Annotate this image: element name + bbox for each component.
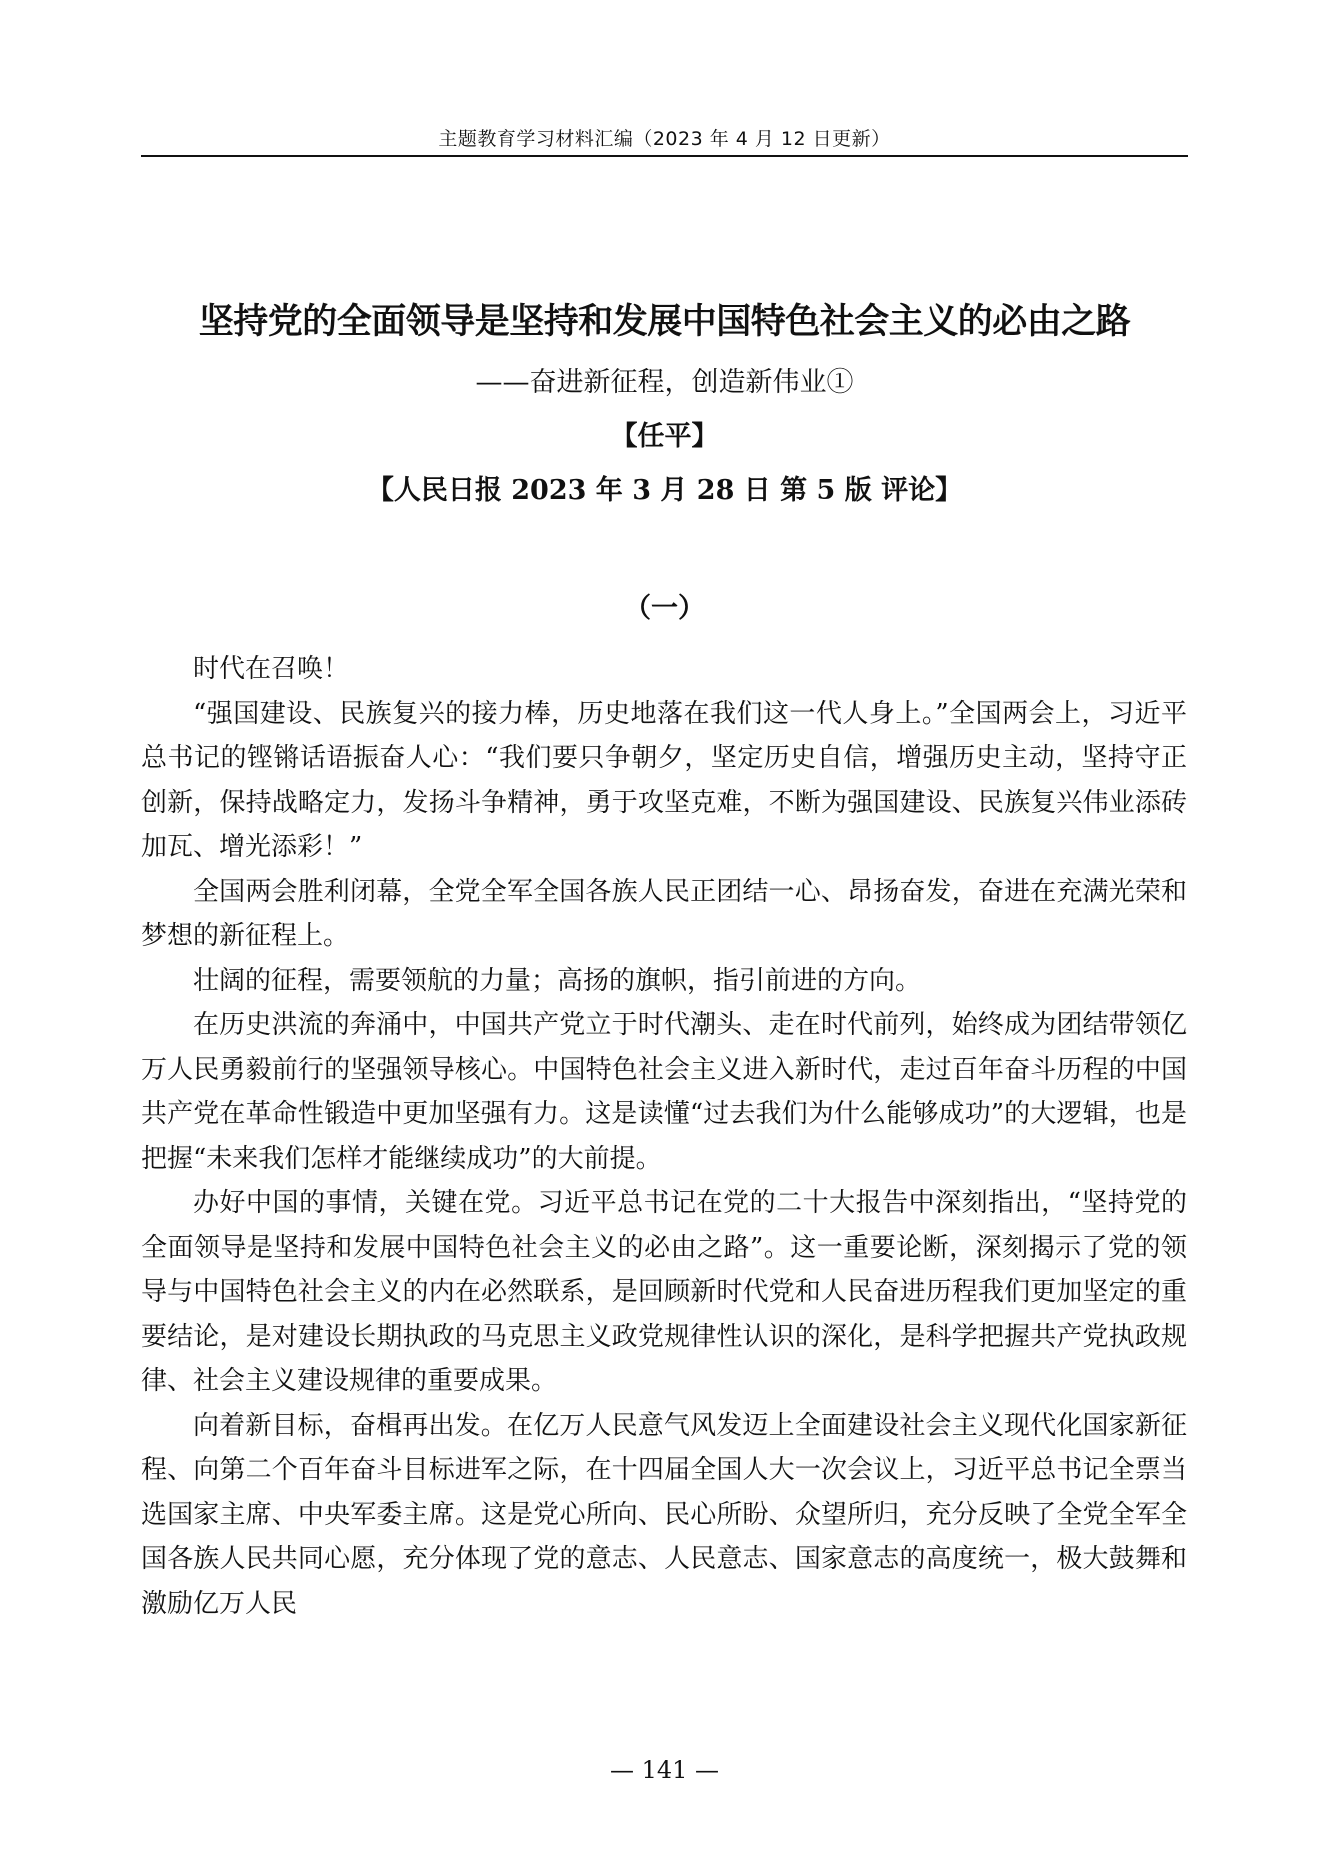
article-source: 【人民日报 2023 年 3 月 28 日 第 5 版 评论】 (366, 475, 963, 506)
running-header: 主题教育学习材料汇编（2023 年 4 月 12 日更新） (438, 128, 891, 150)
paragraph: “强国建设、民族复兴的接力棒，历史地落在我们这一代人身上。”全国两会上，习近平总书记的铿锵话语振奋人心：“我们要只争朝夕，坚定历史自信，增强历史主动，坚持守正创新，保持战略定力，发扬斗争精神，勇于攻坚克难，不断为强国建设、民族复兴伟业添砖加瓦、增光添彩！” (141, 698, 1187, 862)
paragraph: 向着新目标，奋楫再出发。在亿万人民意气风发迈上全面建设社会主义现代化国家新征程、向第二个百年奋斗目标进军之际，在十四届全国人大一次会议上，习近平总书记全票当选国家主席、中央军委主席。这是党心所向、民心所盼、众望所归，充分反映了全党全军全国各族人民共同心愿，充分体现了党的意志、人民意志、国家意志的高度统一，极大鼓舞和激励亿万人民 (141, 1410, 1187, 1619)
paragraph: 壮阔的征程，需要领航的力量；高扬的旗帜，指引前进的方向。 (193, 965, 922, 996)
article-title: 坚持党的全面领导是坚持和发展中国特色社会主义的必由之路 (198, 301, 1131, 342)
page-number: — 141 — (609, 1756, 720, 1784)
paragraph: 全国两会胜利闭幕，全党全军全国各族人民正团结一心、昂扬奋发，奋进在充满光荣和梦想的新征程上。 (141, 876, 1187, 951)
paragraph: 办好中国的事情，关键在党。习近平总书记在党的二十大报告中深刻指出，“坚持党的全面领导是坚持和发展中国特色社会主义的必由之路”。这一重要论断，深刻揭示了党的领导与中国特色社会主义的内在必然联系，是回顾新时代党和人民奋进历程我们更加坚定的重要结论，是对建设长期执政的马克思主义政党规律性认识的深化，是科学把握共产党执政规律、社会主义建设规律的重要成果。 (141, 1188, 1187, 1396)
paragraph: 在历史洪流的奔涌中，中国共产党立于时代潮头、走在时代前列，始终成为团结带领亿万人民勇毅前行的坚强领导核心。中国特色社会主义进入新时代，走过百年奋斗历程的中国共产党在革命性锻造中更加坚强有力。这是读懂“过去我们为什么能够成功”的大逻辑，也是把握“未来我们怎样才能继续成功”的大前提。 (141, 1010, 1187, 1174)
article-author: 【任平】 (610, 421, 719, 452)
article-body (141, 647, 1187, 1626)
article-subtitle: ——奋进新征程，创造新伟业① (475, 367, 854, 398)
header-rule (141, 155, 1188, 157)
paragraph: 时代在召唤！ (193, 654, 350, 684)
section-heading: （一） (624, 593, 705, 624)
